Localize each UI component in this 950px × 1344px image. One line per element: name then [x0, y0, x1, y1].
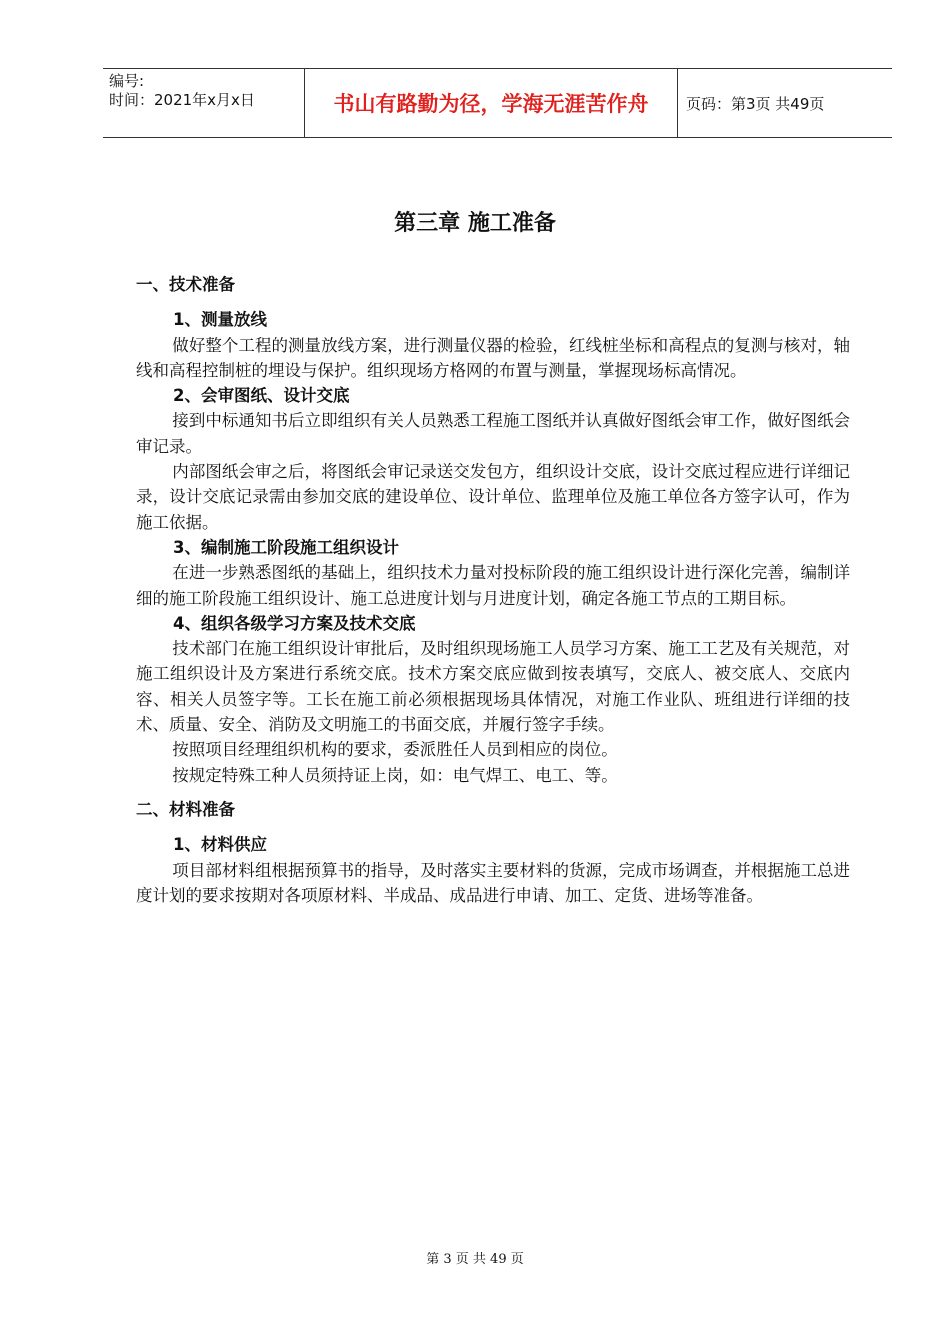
page-footer: 第 3 页 共 49 页	[426, 1252, 524, 1267]
section-heading: 一、技术准备	[136, 275, 235, 294]
paragraph: 技术部门在施工组织设计审批后，及时组织现场施工人员学习方案、施工工艺及有关规范，对施工组织设计及方案进行系统交底。技术方案交底应做到按表填写，交底人、被交底人、交底内容、相关人员签字等。工长在施工前必须根据现场具体情况，对施工作业队、班组进行详细的技术、质量、安全、消防及文明施工的书面交底，并履行签字手续。	[136, 639, 850, 735]
subsection-heading: 2、会审图纸、设计交底	[173, 386, 350, 406]
header-motto: 书山有路勤为径，学海无涯苦作舟	[304, 69, 678, 137]
paragraph: 接到中标通知书后立即组织有关人员熟悉工程施工图纸并认真做好图纸会审工作，做好图纸会审记录。	[136, 411, 850, 456]
header-info-cell	[103, 69, 304, 137]
paragraph: 内部图纸会审之后，将图纸会审记录送交发包方，组织设计交底，设计交底过程应进行详细记录，设计交底记录需由参加交底的建设单位、设计单位、监理单位及施工单位各方签字认可，作为施工依据。	[136, 462, 850, 532]
paragraph: 按照项目经理组织机构的要求，委派胜任人员到相应的岗位。	[172, 740, 618, 760]
subsection-heading: 1、测量放线	[173, 310, 267, 330]
paragraph: 项目部材料组根据预算书的指导，及时落实主要材料的货源，完成市场调查，并根据施工总进度计划的要求按期对各项原材料、半成品、成品进行申请、加工、定货、进场等准备。	[136, 860, 850, 905]
subsection-heading: 4、组织各级学习方案及技术交底	[173, 613, 416, 633]
document-number-label: 编号:	[109, 72, 145, 90]
subsection-heading: 1、材料供应	[173, 835, 267, 855]
document-body	[136, 272, 850, 908]
chapter-title: 第三章 施工准备	[394, 211, 556, 236]
paragraph: 按规定特殊工种人员须持证上岗，如：电气焊工、电工、等。	[172, 765, 618, 785]
section-heading: 二、材料准备	[136, 799, 235, 819]
paragraph: 在进一步熟悉图纸的基础上，组织技术力量对投标阶段的施工组织设计进行深化完善，编制详细的施工阶段施工组织设计、施工总进度计划与月进度计划，确定各施工节点的工期目标。	[136, 563, 850, 608]
header-page-code: 页码：第3页 共49页	[686, 94, 825, 113]
paragraph: 做好整个工程的测量放线方案，进行测量仪器的检验，红线桩坐标和高程点的复测与核对，轴线和高程控制桩的埋设与保护。组织现场方格网的布置与测量，掌握现场标高情况。	[136, 335, 850, 380]
subsection-heading: 3、编制施工阶段施工组织设计	[173, 537, 399, 557]
document-date-label: 时间：2021年x月x日	[109, 91, 255, 109]
document-header	[103, 68, 892, 138]
